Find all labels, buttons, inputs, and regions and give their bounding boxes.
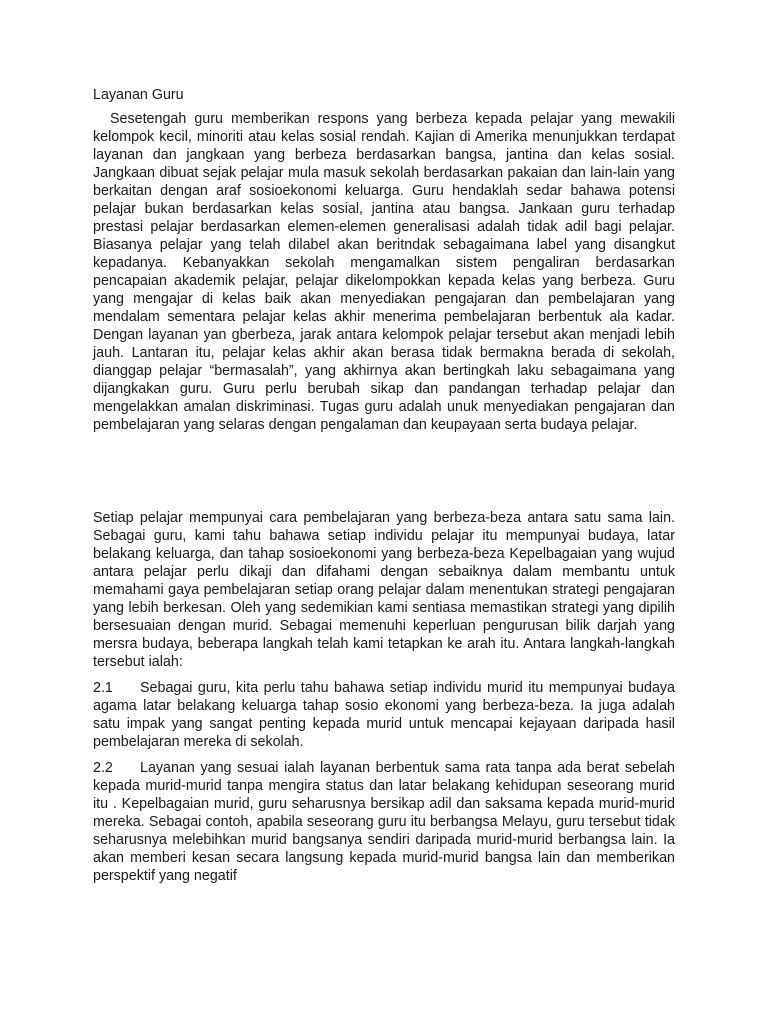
list-item-number: 2.2: [93, 760, 113, 776]
list-item-text: Sebagai guru, kita perlu tahu bahawa setiap individu murid itu mempunyai budaya agama latar belakang keluarga tahap sosio ekonomi yang berbeza-beza. Ia juga adalah satu impak yang sangat penting kepada murid untuk mencapai kejayaan daripada hasil pembelajaran mereka di sekolah.: [93, 680, 675, 750]
list-item-2-2: [93, 759, 675, 885]
document-title: Layanan Guru: [93, 87, 184, 103]
list-item-text: Layanan yang sesuai ialah layanan berbentuk sama rata tanpa ada berat sebelah kepada murid-murid tanpa mengira status dan latar belakang kehidupan seseorang murid itu . Kepelbagaian murid, guru seharusnya bersikap adil dan saksama kepada murid-murid mereka. Sebagai contoh, apabila seseorang guru itu berbangsa Melayu, guru tersebut tidak seharusnya melebihkan murid bangsanya sendiri daripada murid-murid berbangsa lain. Ia akan memberi kesan secara langsung kepada murid-murid bangsa lain dan memberikan perspektif yang negatif: [93, 760, 675, 884]
paragraph-setiap-pelajar: Setiap pelajar mempunyai cara pembelajaran yang berbeza-beza antara satu sama lain. Sebagai guru, kami tahu bahawa setiap individu pelajar itu mempunyai budaya, latar belakang keluarga, dan tahap sosioekonomi yang berbeza-beza Kepelbagaian yang wujud antara pelajar perlu dikaji dan difahami dengan sebaiknya dalam membantu untuk memahami gaya pembelajaran setiap orang pelajar dalam menentukan strategi pengajaran yang lebih berkesan. Oleh yang sedemikian kami sentiasa memastikan strategi yang dipilih bersesuaian dengan murid. Sebagai memenuhi keperluan pengurusan bilik darjah yang mersra budaya, beberapa langkah telah kami tetapkan ke arah itu. Antara langkah-langkah tersebut ialah:: [93, 510, 675, 670]
document-page: [93, 86, 675, 885]
paragraph-gap: [93, 434, 675, 509]
paragraph-layanan-guru: Sesetengah guru memberikan respons yang berbeza kepada pelajar yang mewakili kelompok kecil, minoriti atau kelas sosial rendah. Kajian di Amerika menunjukkan terdapat layanan dan jangkaan yang berbeza berdasarkan bangsa, jantina dan kelas sosial. Jangkaan dibuat sejak pelajar mula masuk sekolah berdasarkan pakaian dan lain-lain yang berkaitan dengan araf sosioekonomi keluarga. Guru hendaklah sedar bahawa potensi pelajar bukan berdasarkan kelas sosial, jantina atau bangsa. Jankaan guru terhadap prestasi pelajar berdasarkan elemen-elemen generalisasi adalah tidak adil bagi pelajar. Biasanya pelajar yang telah dilabel akan beritndak sebagaimana label yang disangkut kepadanya. Kebanyakkan sekolah mengamalkan sistem pengaliran berdasarkan pencapaian akademik pelajar, pelajar dikelompokkan kepada kelas yang berbeza. Guru yang mengajar di kelas baik akan menyediakan pengajaran dan pembelajaran yang mendalam sementara pelajar kelas akhir menerima pembelajaran berbentuk ala kadar. Dengan layanan yan gberbeza, jarak antara kelompok pelajar tersebut akan menjadi lebih jauh. Lantaran itu, pelajar kelas akhir akan berasa tidak bermakna berada di sekolah, dianggap pelajar “bermasalah”, yang akhirnya akan bertingkah laku sebagaimana yang dijangkakan guru. Guru perlu berubah sikap dan pandangan terhadap pelajar dan mengelakkan amalan diskriminasi. Tugas guru adalah unuk menyediakan pengajaran dan pembelajaran yang selaras dengan pengalaman dan keupayaan serta budaya pelajar.: [93, 111, 675, 433]
list-item-number: 2.1: [93, 680, 113, 696]
list-item-2-1: [93, 679, 675, 751]
